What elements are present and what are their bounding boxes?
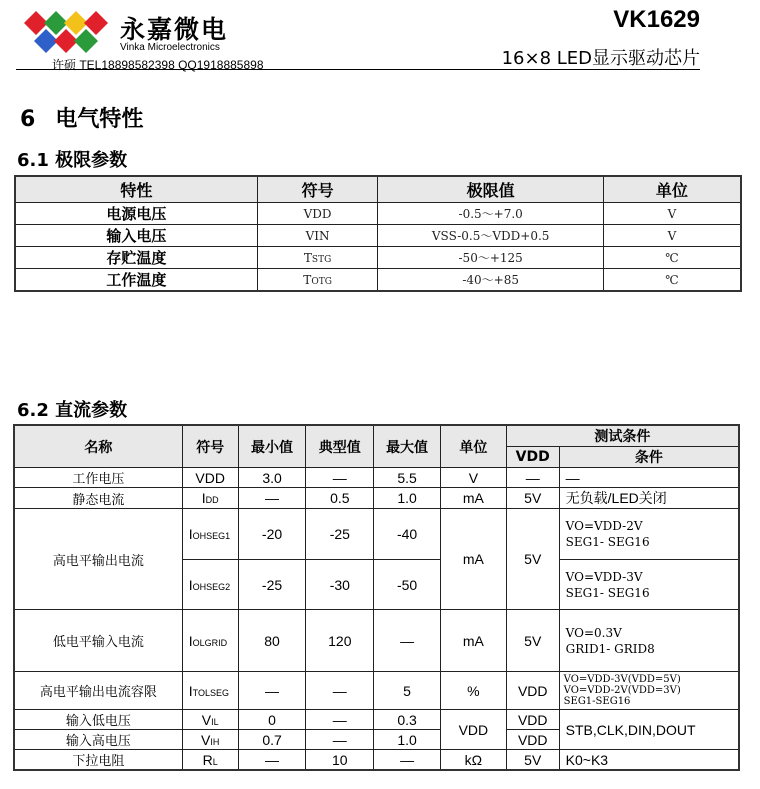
- dc-max-cell: 5.5: [374, 468, 441, 488]
- dc-cond-cell: STB,CLK,DIN,DOUT: [559, 710, 739, 750]
- limits-value-cell: -50～+125: [378, 247, 603, 269]
- symbol-text: V: [201, 711, 212, 728]
- limits-row: [15, 203, 741, 225]
- symbol-subscript: IH: [210, 736, 220, 747]
- dc-symbol-cell: [182, 488, 238, 509]
- dc-unit-cell: %: [440, 672, 506, 710]
- symbol-subscript: STG: [311, 254, 332, 265]
- dc-header-cell: VDD: [506, 447, 559, 468]
- dc-typ-cell: —: [306, 468, 374, 488]
- dc-row: [14, 672, 739, 710]
- symbol-text: I: [188, 526, 193, 542]
- dc-typ-cell: —: [306, 710, 374, 730]
- dc-cond-cell: [559, 509, 739, 560]
- dc-symbol-cell: [182, 672, 238, 710]
- limits-value-cell: -0.5～+7.0: [378, 203, 603, 225]
- dc-row: [14, 468, 739, 488]
- cond-line: GRID1- GRID8: [565, 641, 655, 656]
- dc-header-cell: 测试条件: [506, 425, 739, 447]
- section-title: [20, 102, 143, 133]
- dc-header-cell: 符号: [182, 425, 238, 468]
- dc-row: [14, 509, 739, 560]
- limits-value-cell: VSS-0.5～VDD+0.5: [378, 225, 603, 247]
- dc-min-cell: -25: [238, 560, 306, 610]
- limits-name-cell: 工作温度: [15, 269, 257, 292]
- limits-header-cell: 单位: [603, 176, 741, 203]
- dc-unit-cell: mA: [440, 509, 506, 610]
- symbol-subscript: OHSEG1: [192, 531, 231, 541]
- cond-line: VO=0.3V: [565, 625, 622, 640]
- limits-symbol-cell: [257, 203, 378, 225]
- cond-line: VO=VDD-2V: [565, 519, 643, 533]
- dc-header-row: [14, 425, 739, 447]
- symbol-subscript: OTG: [311, 276, 332, 287]
- dc-row: [14, 488, 739, 509]
- dc-symbol-cell: [182, 610, 238, 672]
- dc-row: [14, 750, 739, 771]
- dc-header-cell: 最大值: [374, 425, 441, 468]
- limits-row: [15, 269, 741, 292]
- dc-row: [14, 610, 739, 672]
- brand-name-en: Vinka Microelectronics: [120, 42, 220, 53]
- cond-line: VO=VDD-3V: [565, 569, 643, 584]
- dc-max-cell: —: [374, 750, 441, 771]
- dc-symbol-cell: [182, 560, 238, 610]
- brand-name-cn: 永嘉微电: [120, 15, 229, 44]
- dc-vdd-cell: VDD: [506, 672, 559, 710]
- symbol-text: T: [303, 272, 312, 287]
- dc-name-cell: 静态电流: [14, 488, 182, 509]
- dc-title: 6.2 直流参数: [17, 400, 128, 421]
- symbol-text: T: [303, 250, 312, 265]
- model-number: VK1629: [613, 6, 700, 33]
- dc-vdd-cell: 5V: [506, 610, 559, 672]
- dc-min-cell: —: [238, 750, 306, 771]
- symbol-text: R: [202, 751, 213, 768]
- dc-max-cell: 1.0: [374, 730, 441, 750]
- dc-max-cell: -50: [374, 560, 441, 610]
- dc-unit-cell: VDD: [440, 710, 506, 750]
- dc-name-cell: 输入高电压: [14, 730, 182, 750]
- dc-typ-cell: —: [306, 672, 374, 710]
- limits-value-cell: -40～+85: [378, 269, 603, 292]
- dc-name-cell: 高电平输出电流: [14, 509, 182, 610]
- symbol-subscript: OHSEG2: [192, 581, 231, 592]
- cond-line: SEG1- SEG16: [565, 535, 650, 549]
- dc-max-cell: 0.3: [374, 710, 441, 730]
- dc-name-cell: 下拉电阻: [14, 750, 182, 771]
- dc-name-cell: 高电平输出电流容限: [14, 672, 182, 710]
- dc-unit-cell: mA: [440, 488, 506, 509]
- dc-min-cell: 0.7: [238, 730, 306, 750]
- cond-line: VO=VDD-3V(VDD=5V): [563, 674, 681, 685]
- cond-line: SEG1- SEG16: [565, 585, 650, 600]
- symbol-text: VIN: [305, 228, 330, 243]
- dc-table: [13, 424, 740, 771]
- dc-vdd-cell: 5V: [506, 488, 559, 509]
- dc-cond-cell: K0~K3: [559, 750, 739, 771]
- dc-name-cell: 工作电压: [14, 468, 182, 488]
- dc-symbol-cell: [182, 509, 238, 560]
- section-number: 6: [20, 107, 36, 132]
- limits-header-cell: 符号: [257, 176, 378, 203]
- dc-min-cell: -20: [238, 509, 306, 560]
- limits-unit-cell: ℃: [603, 247, 741, 269]
- dc-typ-cell: 0.5: [306, 488, 374, 509]
- limits-name-cell: 电源电压: [15, 203, 257, 225]
- dc-min-cell: 0: [238, 710, 306, 730]
- dc-row: [14, 710, 739, 730]
- limits-row: [15, 247, 741, 269]
- symbol-subscript: OLGRID: [192, 637, 228, 648]
- dc-symbol-cell: [182, 750, 238, 771]
- dc-max-cell: —: [374, 610, 441, 672]
- dc-unit-cell: kΩ: [440, 750, 506, 771]
- header-divider: [16, 69, 700, 70]
- dc-symbol-cell: [182, 730, 238, 750]
- dc-header-cell: 条件: [559, 447, 739, 468]
- dc-typ-cell: 120: [306, 610, 374, 672]
- dc-unit-cell: V: [440, 468, 506, 488]
- limits-symbol-cell: [257, 269, 378, 292]
- symbol-text: I: [188, 576, 193, 593]
- dc-header-cell: 最小值: [238, 425, 306, 468]
- limits-header-cell: 特性: [15, 176, 257, 203]
- dc-vdd-cell: VDD: [506, 730, 559, 750]
- dc-cond-cell: [559, 560, 739, 610]
- dc-symbol-cell: VDD: [182, 468, 238, 488]
- limits-unit-cell: V: [603, 225, 741, 247]
- dc-cond-cell: [559, 610, 739, 672]
- symbol-text: I: [201, 490, 206, 506]
- dc-symbol-cell: [182, 710, 238, 730]
- symbol-text: V: [201, 731, 211, 748]
- section-heading: 电气特性: [55, 107, 144, 132]
- limits-unit-cell: ℃: [603, 269, 741, 292]
- dc-max-cell: -40: [374, 509, 441, 560]
- limits-table: [14, 175, 742, 292]
- limits-title: 6.1 极限参数: [17, 150, 128, 171]
- dc-header-cell: 名称: [14, 425, 182, 468]
- dc-max-cell: 1.0: [374, 488, 441, 509]
- dc-cond-cell: 无负载/LED关闭: [559, 488, 739, 509]
- limits-unit-cell: V: [603, 203, 741, 225]
- limits-header-cell: 极限值: [378, 176, 603, 203]
- symbol-text: I: [188, 682, 193, 699]
- dc-min-cell: 3.0: [238, 468, 306, 488]
- cond-line: SEG1-SEG16: [563, 696, 631, 707]
- dc-name-cell: 低电平输入电流: [14, 610, 182, 672]
- dc-min-cell: —: [238, 488, 306, 509]
- contact-info: 许硕 TEL18898582398 QQ1918885898: [52, 58, 264, 72]
- product-subtitle: 16×8 LED显示驱动芯片: [501, 48, 700, 69]
- dc-typ-cell: —: [306, 730, 374, 750]
- symbol-text: I: [188, 632, 193, 649]
- dc-typ-cell: 10: [306, 750, 374, 771]
- dc-unit-cell: mA: [440, 610, 506, 672]
- vinka-logo-icon: [22, 9, 114, 55]
- dc-header-cell: 典型值: [306, 425, 374, 468]
- dc-vdd-cell: 5V: [506, 509, 559, 610]
- dc-name-cell: 输入低电压: [14, 710, 182, 730]
- cond-line: VO=VDD-2V(VDD=3V): [563, 685, 681, 696]
- limits-symbol-cell: [257, 247, 378, 269]
- symbol-subscript: DD: [205, 495, 219, 505]
- dc-vdd-cell: 5V: [506, 750, 559, 771]
- dc-min-cell: 80: [238, 610, 306, 672]
- dc-vdd-cell: —: [506, 468, 559, 488]
- limits-name-cell: 输入电压: [15, 225, 257, 247]
- dc-typ-cell: -25: [306, 509, 374, 560]
- dc-cond-cell: —: [559, 468, 739, 488]
- dc-min-cell: —: [238, 672, 306, 710]
- symbol-subscript: L: [212, 756, 218, 767]
- symbol-subscript: TOLSEG: [192, 687, 229, 698]
- limits-header-row: [15, 176, 741, 203]
- limits-row: [15, 225, 741, 247]
- dc-typ-cell: -30: [306, 560, 374, 610]
- symbol-subscript: IL: [211, 716, 219, 727]
- limits-name-cell: 存贮温度: [15, 247, 257, 269]
- dc-vdd-cell: VDD: [506, 710, 559, 730]
- dc-max-cell: 5: [374, 672, 441, 710]
- limits-symbol-cell: [257, 225, 378, 247]
- dc-cond-cell: [559, 672, 739, 710]
- symbol-text: VDD: [303, 206, 332, 221]
- dc-header-cell: 单位: [440, 425, 506, 468]
